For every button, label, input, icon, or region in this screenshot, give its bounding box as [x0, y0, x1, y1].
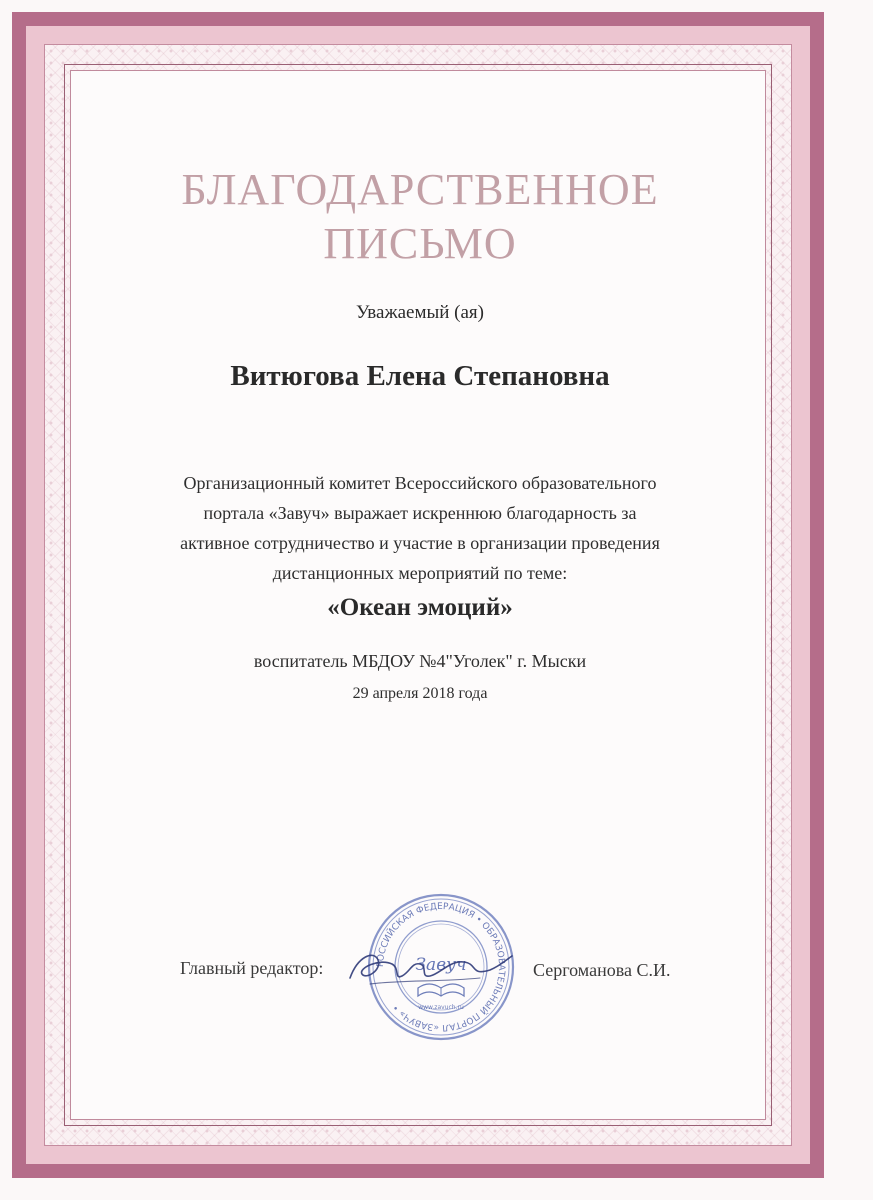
editor-label: Главный редактор:	[180, 958, 324, 978]
stamp-ring-text: РОССИЙСКАЯ ФЕДЕРАЦИЯ • ОБРАЗОВАТЕЛЬНЫЙ ПОРТАЛ «ЗАВУЧ» •	[375, 901, 507, 1033]
title-line-2: ПИСЬМО	[323, 219, 517, 268]
body-line: дистанционных мероприятий по теме:	[272, 563, 568, 583]
stamp-bottom-text: www.zavuch.ru	[418, 1004, 464, 1011]
recipient-name: Витюгова Елена Степановна	[230, 360, 610, 392]
body-text	[120, 468, 720, 588]
body-line: Организационный комитет Всероссийского образовательного	[183, 473, 657, 493]
editor-name: Сергоманова С.И.	[533, 960, 671, 980]
body-line: активное сотрудничество и участие в организации проведения	[180, 533, 660, 553]
greeting: Уважаемый (ая)	[356, 302, 484, 323]
recipient-position: воспитатель МБДОУ №4"Уголек" г. Мыски	[253, 651, 587, 671]
title-line-1: БЛАГОДАРСТВЕННОЕ	[181, 165, 659, 214]
stamp-center-text: Завуч	[415, 955, 467, 975]
date: 29 апреля 2018 года	[352, 685, 488, 702]
topic: «Океан эмоций»	[327, 594, 513, 621]
body-line: портала «Завуч» выражает искреннюю благодарность за	[203, 503, 637, 523]
signature	[340, 936, 520, 996]
